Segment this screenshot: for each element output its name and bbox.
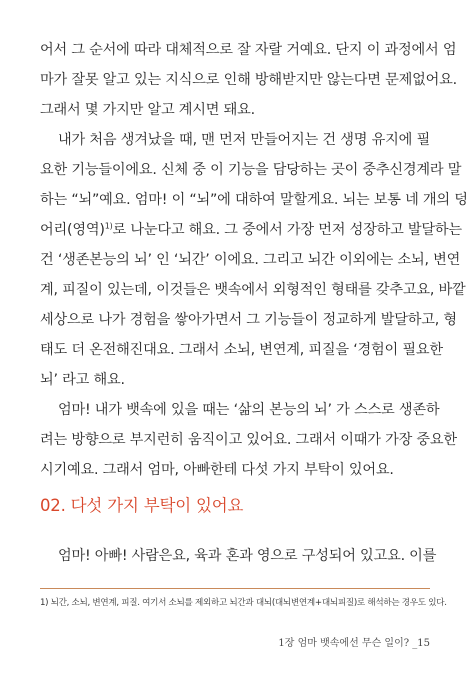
body-line-14: 려는 방향으로 부지런히 움직이고 있어요. 그래서 이때가 가장 중요한 bbox=[40, 432, 457, 448]
body-line-7-end: 로 나눈다고 해요. 그 중에서 가장 먼저 성장하고 발달하는 bbox=[112, 222, 462, 238]
body-line-6: 하는 “뇌”예요. 엄마! 이 “뇌”에 대하여 말할게요. 뇌는 보통 네 개의 덩 bbox=[40, 192, 468, 208]
page-footer: 1장 엄마 뱃속에선 무슨 일이? _15 bbox=[278, 638, 430, 649]
footnote-divider bbox=[40, 588, 430, 589]
body-line-7-start: 어리(영역) bbox=[40, 222, 105, 238]
footnote: 1) 뇌간, 소뇌, 변연계, 피질. 여기서 소뇌를 제외하고 뇌간과 대뇌(대뇌변연계+대뇌피질)로 해석하는 경우도 있다. bbox=[40, 598, 447, 608]
body-line-10: 세상으로 나가 경험을 쌓아가면서 그 기능들이 정교하게 발달하고, 형 bbox=[40, 312, 457, 328]
body-line-11: 태도 더 온전해진대요. 그래서 소뇌, 변연계, 피질을 ‘경험이 필요한 bbox=[40, 342, 443, 358]
body-line-8: 건 ‘생존본능의 뇌’ 인 ‘뇌간’ 이에요. 그리고 뇌간 이외에는 소뇌, 변연 bbox=[40, 252, 461, 268]
body-line-7 bbox=[40, 220, 462, 240]
body-line-4: 내가 처음 생겨났을 때, 맨 먼저 만들어지는 건 생명 유지에 필 bbox=[58, 132, 430, 148]
section-title: 02. 다섯 가지 부탁이 있어요 bbox=[40, 496, 244, 515]
body-line-5: 요한 기능들이에요. 신체 중 이 기능을 담당하는 곳이 중추신경계라 말 bbox=[40, 162, 462, 178]
body-line-16: 엄마! 아빠! 사람은요, 육과 혼과 영으로 구성되어 있고요. 이를 bbox=[58, 548, 437, 564]
body-line-2: 마가 잘못 알고 있는 지식으로 인해 방해받지만 않는다면 문제없어요. bbox=[40, 72, 457, 88]
body-line-12: 뇌’ 라고 해요. bbox=[40, 372, 125, 388]
body-line-13: 엄마! 내가 뱃속에 있을 때는 ‘삶의 본능의 뇌’ 가 스스로 생존하 bbox=[58, 402, 440, 418]
footnote-marker: 1) bbox=[104, 221, 113, 231]
body-line-1: 어서 그 순서에 따라 대체적으로 잘 자랄 거예요. 단지 이 과정에서 엄 bbox=[40, 42, 457, 58]
body-line-9: 계, 피질이 있는데, 이것들은 뱃속에서 외형적인 형태를 갖추고요, 바깥 bbox=[40, 282, 466, 298]
body-line-3: 그래서 몇 가지만 알고 계시면 돼요. bbox=[40, 102, 255, 118]
body-line-15: 시기예요. 그래서 엄마, 아빠한테 다섯 가지 부탁이 있어요. bbox=[40, 462, 394, 478]
